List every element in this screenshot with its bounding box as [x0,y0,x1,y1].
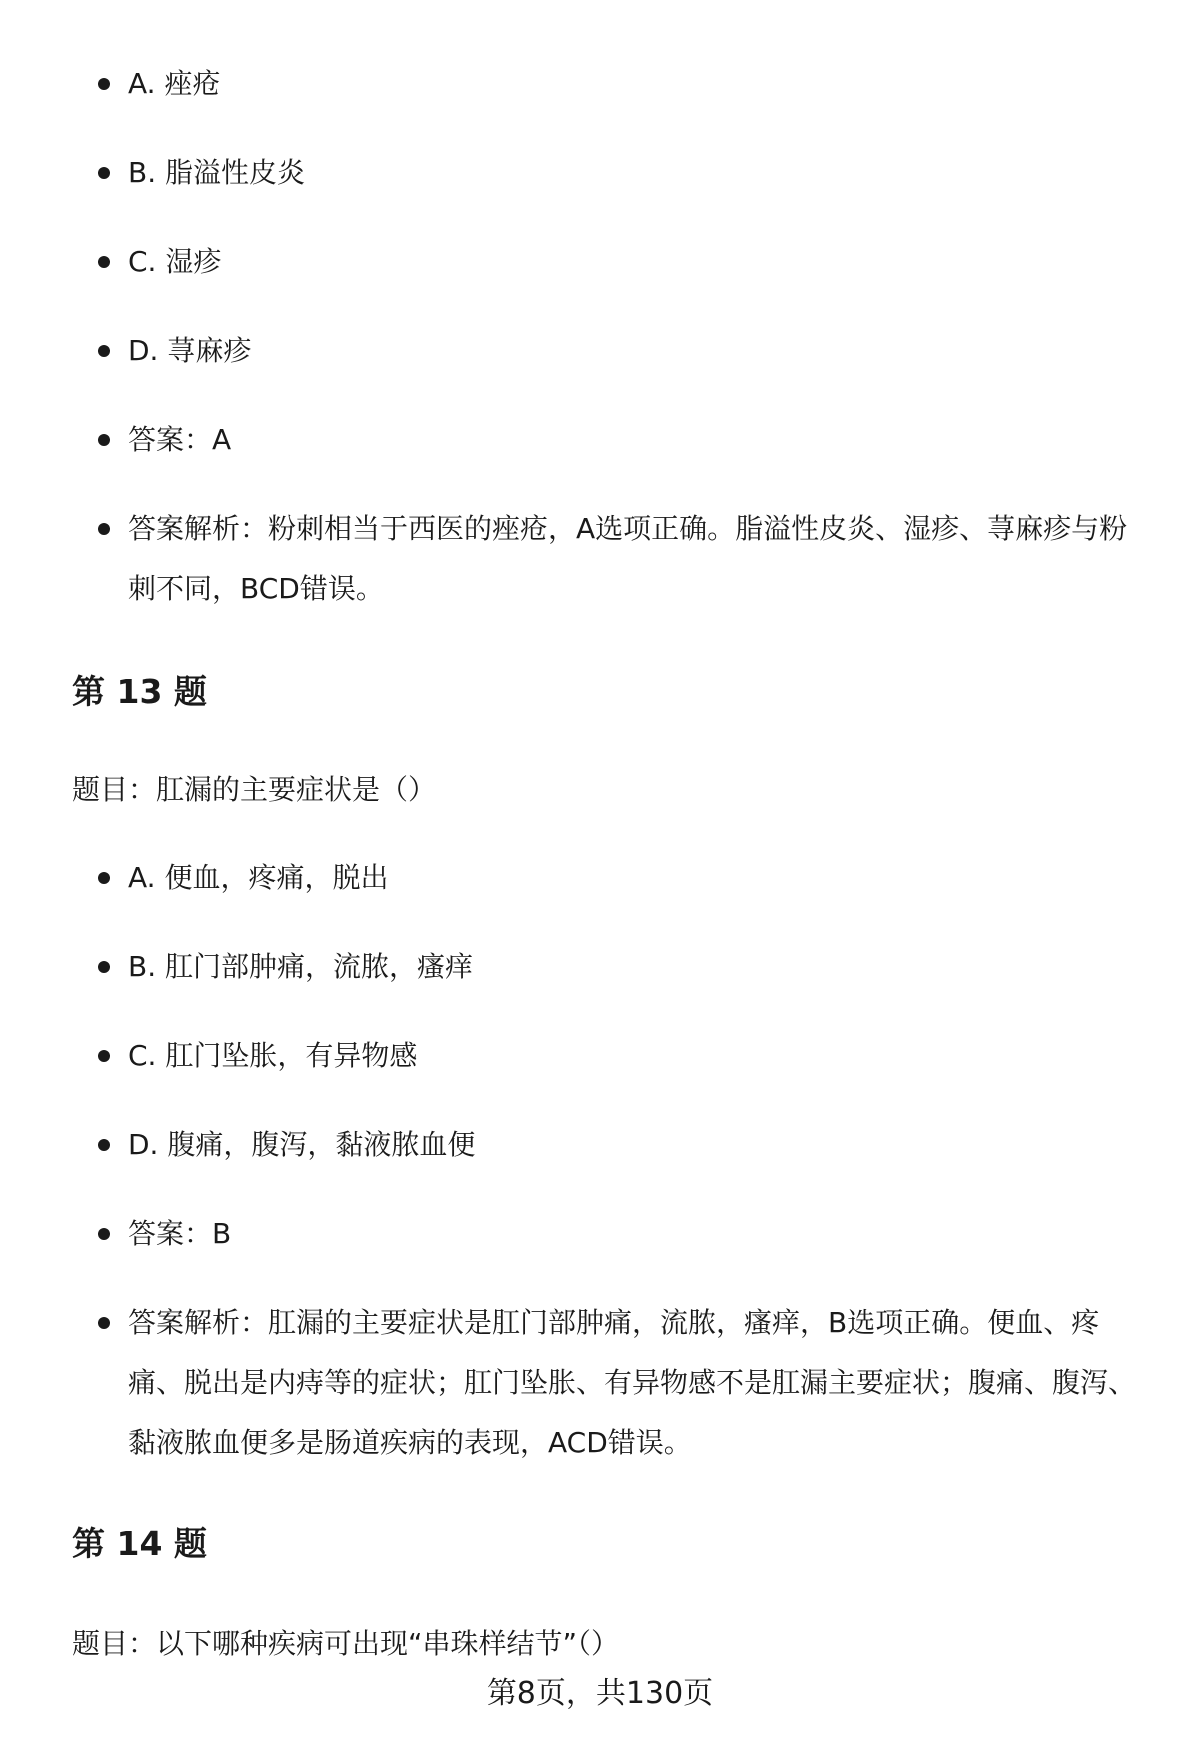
q14-question: 题目：以下哪种疾病可出现“串珠样结节”（） [72,1627,620,1660]
bullet-icon [98,1139,110,1151]
q13-explanation: 答案解析：肛漏的主要症状是肛门部肿痛，流脓，瘙痒，B选项正确。便血、疼痛、脱出是内痔等的症状；肛门坠胀、有异物感不是肛漏主要症状；腹痛、腹泻、黏液脓血便多是肠道疾病的表现，ACD错误。 [72,1293,1142,1473]
q13-answer: 答案：B [72,1204,1142,1264]
q13-option-list [72,848,1142,1502]
bullet-icon [98,167,110,179]
bullet-icon [98,872,110,884]
q13-question: 题目：肛漏的主要症状是（） [72,773,437,806]
bullet-icon [98,1050,110,1062]
bullet-icon [98,345,110,357]
q13-option-a: A. 便血，疼痛，脱出 [72,848,1142,908]
q12-option-a: A. 痤疮 [72,54,1142,114]
bullet-icon [98,78,110,90]
q12-answer: 答案：A [72,410,1142,470]
bullet-icon [98,434,110,446]
bullet-icon [98,1317,110,1329]
bullet-icon [98,961,110,973]
q13-option-b: B. 肛门部肿痛，流脓，瘙痒 [72,937,1142,997]
page-number: 第8页，共130页 [486,1676,714,1711]
q13-option-d: D. 腹痛，腹泻，黏液脓血便 [72,1115,1142,1175]
bullet-icon [98,1228,110,1240]
q12-option-b: B. 脂溢性皮炎 [72,143,1142,203]
bullet-icon [98,523,110,535]
q12-option-list [72,54,1142,648]
q13-option-c: C. 肛门坠胀，有异物感 [72,1026,1142,1086]
q13-heading: 第 13 题 [72,672,207,711]
q12-option-c: C. 湿疹 [72,232,1142,292]
q14-heading: 第 14 题 [72,1524,207,1563]
bullet-icon [98,256,110,268]
q12-explanation: 答案解析：粉刺相当于西医的痤疮，A选项正确。脂溢性皮炎、湿疹、荨麻疹与粉刺不同，BCD错误。 [72,499,1142,619]
q12-option-d: D. 荨麻疹 [72,321,1142,381]
